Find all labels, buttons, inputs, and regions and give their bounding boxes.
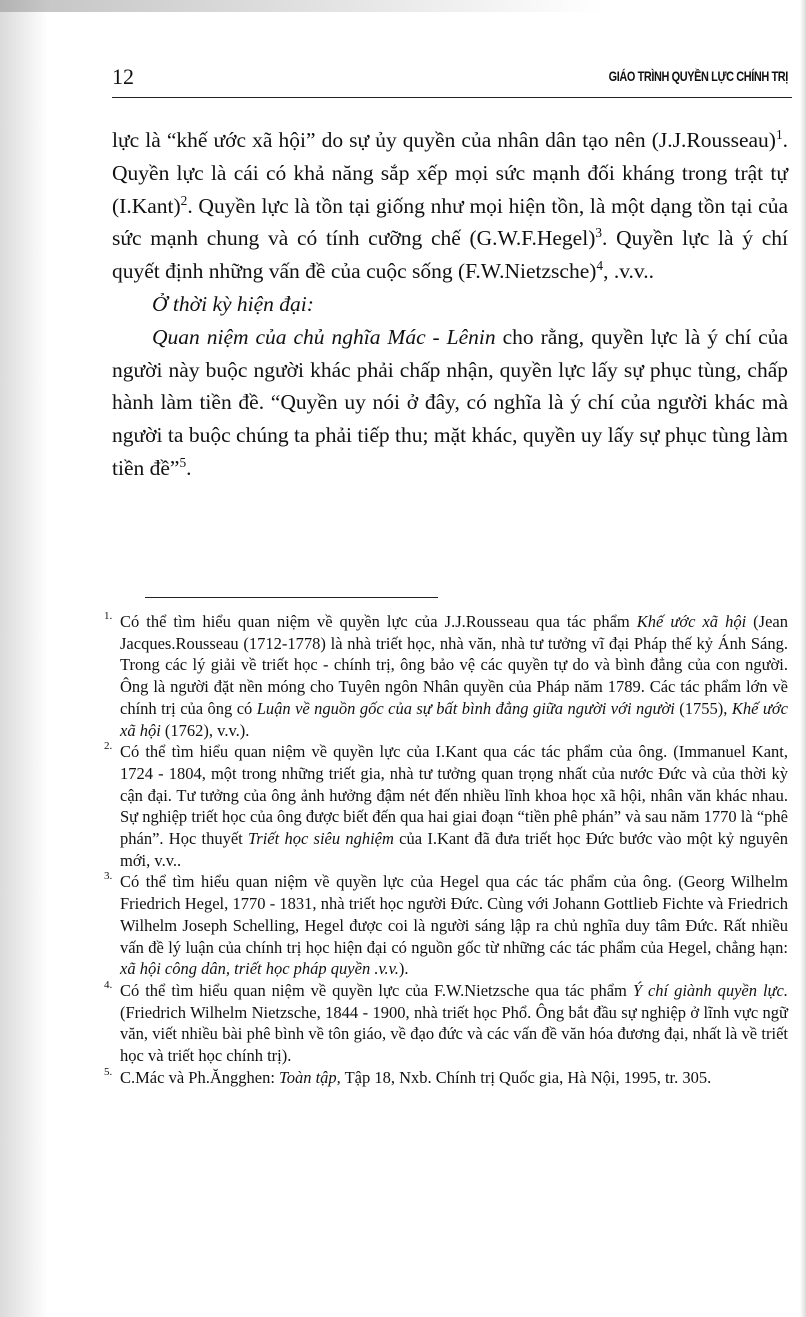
footnote-3: 3. Có thể tìm hiểu quan niệm về quyền lực của Hegel qua các tác phẩm của ông. (Georg Wilhelm Friedrich Hegel, 1770 - 1831, nhà triết học người Đức. Cùng với Johann Gottlieb Fichte và Friedrich Wilhelm Joseph Schelling, Hegel được coi là người sáng lập ra chủ nghĩa duy tâm Đức. Rất nhiều vấn đề lý luận của chính trị học hiện đại có nguồn gốc từ những các tác phẩm của Hegel, chẳng hạn: xã hội công dân, triết học pháp quyền .v.v.).	[100, 871, 788, 980]
footnote-ref-1[interactable]: 1	[775, 126, 783, 142]
footnote-ref-4[interactable]: 4	[596, 258, 604, 274]
footnote-separator	[145, 597, 438, 598]
footnote-ref-3[interactable]: 3	[595, 225, 603, 241]
footnote-4: 4. Có thể tìm hiểu quan niệm về quyền lực của F.W.Nietzsche qua tác phẩm Ý chí giành quyền lực. (Friedrich Wilhelm Nietzsche, 1844 - 1900, nhà triết học Phổ. Ông bắt đầu sự nghiệp ở lĩnh vực ngữ văn, viết nhiều bài phê bình về tôn giáo, về đạo đức và các vấn đề văn hóa đương đại, nhất là về triết học và triết học chính trị).	[100, 980, 788, 1067]
footnote-number: 5.	[104, 1065, 113, 1078]
main-text	[112, 124, 788, 485]
scan-shadow-left	[0, 0, 48, 1317]
footnote-2: 2. Có thể tìm hiểu quan niệm về quyền lực của I.Kant qua các tác phẩm của ông. (Immanuel Kant, 1724 - 1804, một trong những triết gia, nhà tư tưởng quan trọng nhất của nước Đức và của thời kỳ cận đại. Tư tưởng của ông ảnh hưởng đậm nét đến nhiều lĩnh khoa học xã hội, nhân văn khác nhau. Sự nghiệp triết học của ông được biết đến qua hai giai đoạn “tiền phê phán” và sau năm 1770 là “phê phán”. Học thuyết Triết học siêu nghiệm của I.Kant đã đưa triết học Đức bước vào một kỷ nguyên mới, v.v..	[100, 741, 788, 871]
header-rule	[112, 97, 792, 98]
footnotes	[100, 611, 788, 1088]
footnote-number: 2.	[104, 740, 113, 753]
footnote-number: 1.	[104, 610, 113, 622]
scan-shadow-right	[800, 0, 806, 1317]
footnote-number: 3.	[104, 870, 113, 883]
scan-shadow-top	[0, 0, 806, 12]
footnote-1: 1. Có thể tìm hiểu quan niệm về quyền lực của J.J.Rousseau qua tác phẩm Khế ước xã hội (Jean Jacques.Rousseau (1712-1778) là nhà triết học, nhà văn, nhà tư tưởng vĩ đại Pháp thế kỷ Ánh Sáng. Trong các lý giải về triết học - chính trị, ông bảo vệ các quyền tự do và bình đẳng của con người. Ông là người đặt nền móng cho Tuyên ngôn Nhân quyền của Pháp năm 1789. Các tác phẩm lớn về chính trị của ông có Luận về nguồn gốc của sự bất bình đẳng giữa người với người (1755), Khế ước xã hội (1762), v.v.).	[100, 611, 788, 741]
footnote-5: 5. C.Mác và Ph.Ăngghen: Toàn tập, Tập 18, Nxb. Chính trị Quốc gia, Hà Nội, 1995, tr. 305.	[100, 1067, 788, 1089]
footnote-ref-2[interactable]: 2	[180, 192, 188, 208]
paragraph-marxist-view: Quan niệm của chủ nghĩa Mác - Lênin cho rằng, quyền lực là ý chí của người này buộc người khác phải chấp nhận, quyền lực lấy sự phục tùng, chấp hành làm tiền đề. “Quyền uy nói ở đây, có nghĩa là ý chí của người khác mà người ta buộc chúng ta phải tiếp thu; mặt khác, quyền uy lấy sự phục tùng làm tiền đề”$^5$.	[112, 324, 788, 480]
page-number: 12	[112, 64, 134, 89]
footnote-ref-5[interactable]: 5	[179, 454, 187, 470]
footnote-number: 4.	[104, 978, 113, 991]
running-title: GIÁO TRÌNH QUYỀN LỰC CHÍNH TRỊ	[608, 68, 788, 84]
section-heading-modern: Ở thời kỳ hiện đại:	[152, 291, 314, 316]
page-header	[112, 64, 788, 94]
paragraph-classical-views: lực là “khế ước xã hội” do sự ủy quyền của nhân dân tạo nên (J.J.Rousseau)$^1$. Quyền lực là cái có khả năng sắp xếp mọi sức mạnh đối kháng trong trật tự (I.Kant)$^2$. Quyền lực là tồn tại giống như mọi hiện tồn, là một dạng tồn tại của sức mạnh chung và có tính cưỡng chế (G.W.F.Hegel)$^3$. Quyền lực là ý chí quyết định những vấn đề của cuộc sống (F.W.Nietzsche)$^4$, .v.v..	[112, 126, 788, 284]
